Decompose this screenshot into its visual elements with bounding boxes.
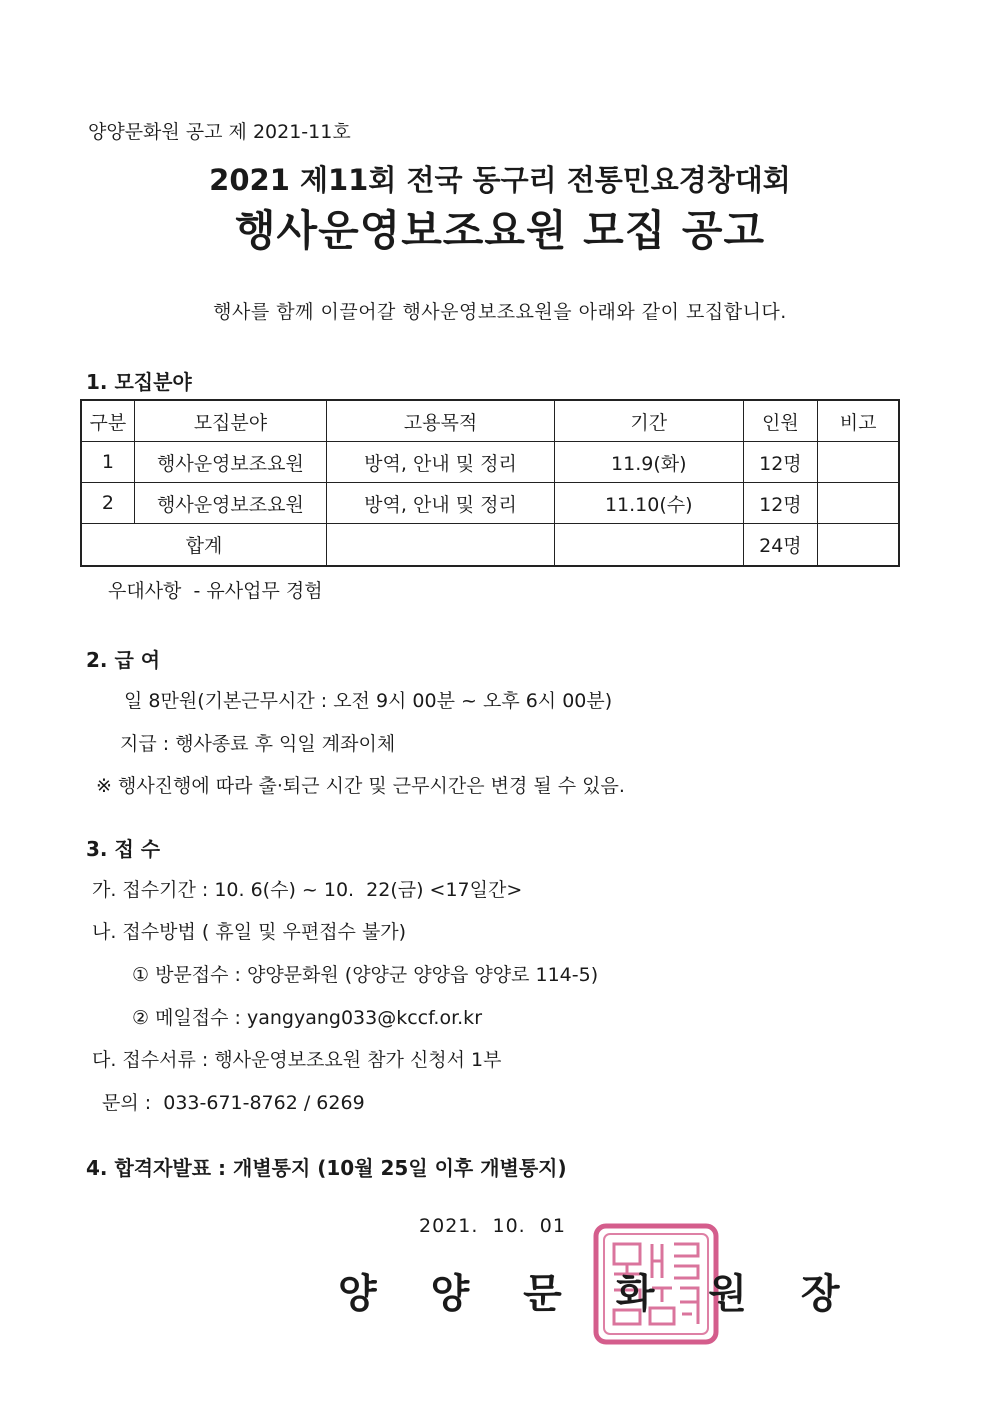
col-header-period: 기간: [555, 400, 744, 442]
notice-number: 양양문화원 공고 제 2021-11호: [88, 121, 351, 143]
cell-note: [818, 442, 899, 483]
cell-period: 11.10(수): [555, 483, 744, 524]
intro-text: 행사를 함께 이끌어갈 행사운영보조요원을 아래와 같이 모집합니다.: [213, 301, 787, 323]
email-text: ② 메일접수 : yangyang033@kccf.or.kr: [132, 1007, 483, 1029]
col-header-note: 비고: [818, 400, 899, 442]
total-note-empty: [818, 524, 899, 567]
preference-text: 우대사항 - 유사업무 경험: [108, 580, 323, 602]
period-text: 가. 접수기간 : 10. 6(수) ~ 10. 22(금) <17일간>: [92, 879, 523, 901]
section2-heading: 2. 급 여: [86, 648, 161, 672]
section4-heading: 4. 합격자발표 : 개별통지 (10월 25일 이후 개별통지): [86, 1156, 567, 1180]
event-title: 2021 제11회 전국 동구리 전통민요경창대회: [209, 163, 791, 197]
caution-text: ※ 행사진행에 따라 출·퇴근 시간 및 근무시간은 변경 될 수 있음.: [96, 775, 625, 797]
contact-text: 문의 : 033-671-8762 / 6269: [102, 1092, 365, 1114]
method-text: 나. 접수방법 ( 휴일 및 우편접수 불가): [92, 921, 407, 943]
table-row: [81, 442, 899, 483]
documents-text: 다. 접수서류 : 행사운영보조요원 참가 신청서 1부: [92, 1049, 502, 1071]
col-header-no: 구분: [81, 400, 134, 442]
cell-count: 12명: [743, 483, 818, 524]
issue-date: 2021. 10. 01: [419, 1215, 566, 1237]
cell-purpose: 방역, 안내 및 정리: [326, 483, 554, 524]
cell-field: 행사운영보조요원: [134, 442, 326, 483]
cell-no: 2: [81, 483, 134, 524]
payment-text: 지급 : 행사종료 후 익일 계좌이체: [120, 733, 396, 755]
cell-period: 11.9(화): [555, 442, 744, 483]
cell-count: 12명: [743, 442, 818, 483]
visit-text: ① 방문접수 : 양양문화원 (양양군 양양읍 양양로 114-5): [132, 964, 599, 986]
total-label: 합계: [81, 524, 326, 567]
pay-text: 일 8만원(기본근무시간 : 오전 9시 00분 ~ 오후 6시 00분): [124, 690, 613, 712]
total-purpose-empty: [326, 524, 554, 567]
table-total-row: [81, 524, 899, 567]
col-header-field: 모집분야: [134, 400, 326, 442]
signer-name: 양 양 문 화 원 장: [338, 1271, 860, 1317]
col-header-count: 인원: [743, 400, 818, 442]
cell-field: 행사운영보조요원: [134, 483, 326, 524]
total-period-empty: [555, 524, 744, 567]
cell-purpose: 방역, 안내 및 정리: [326, 442, 554, 483]
cell-no: 1: [81, 442, 134, 483]
table-row: [81, 483, 899, 524]
section3-heading: 3. 접 수: [86, 837, 161, 861]
cell-note: [818, 483, 899, 524]
recruit-table: [80, 399, 900, 567]
page-title: 행사운영보조요원 모집 공고: [234, 206, 766, 255]
table-header-row: [81, 400, 899, 442]
total-count: 24명: [743, 524, 818, 567]
section1-heading: 1. 모집분야: [86, 370, 192, 394]
col-header-purpose: 고용목적: [326, 400, 554, 442]
